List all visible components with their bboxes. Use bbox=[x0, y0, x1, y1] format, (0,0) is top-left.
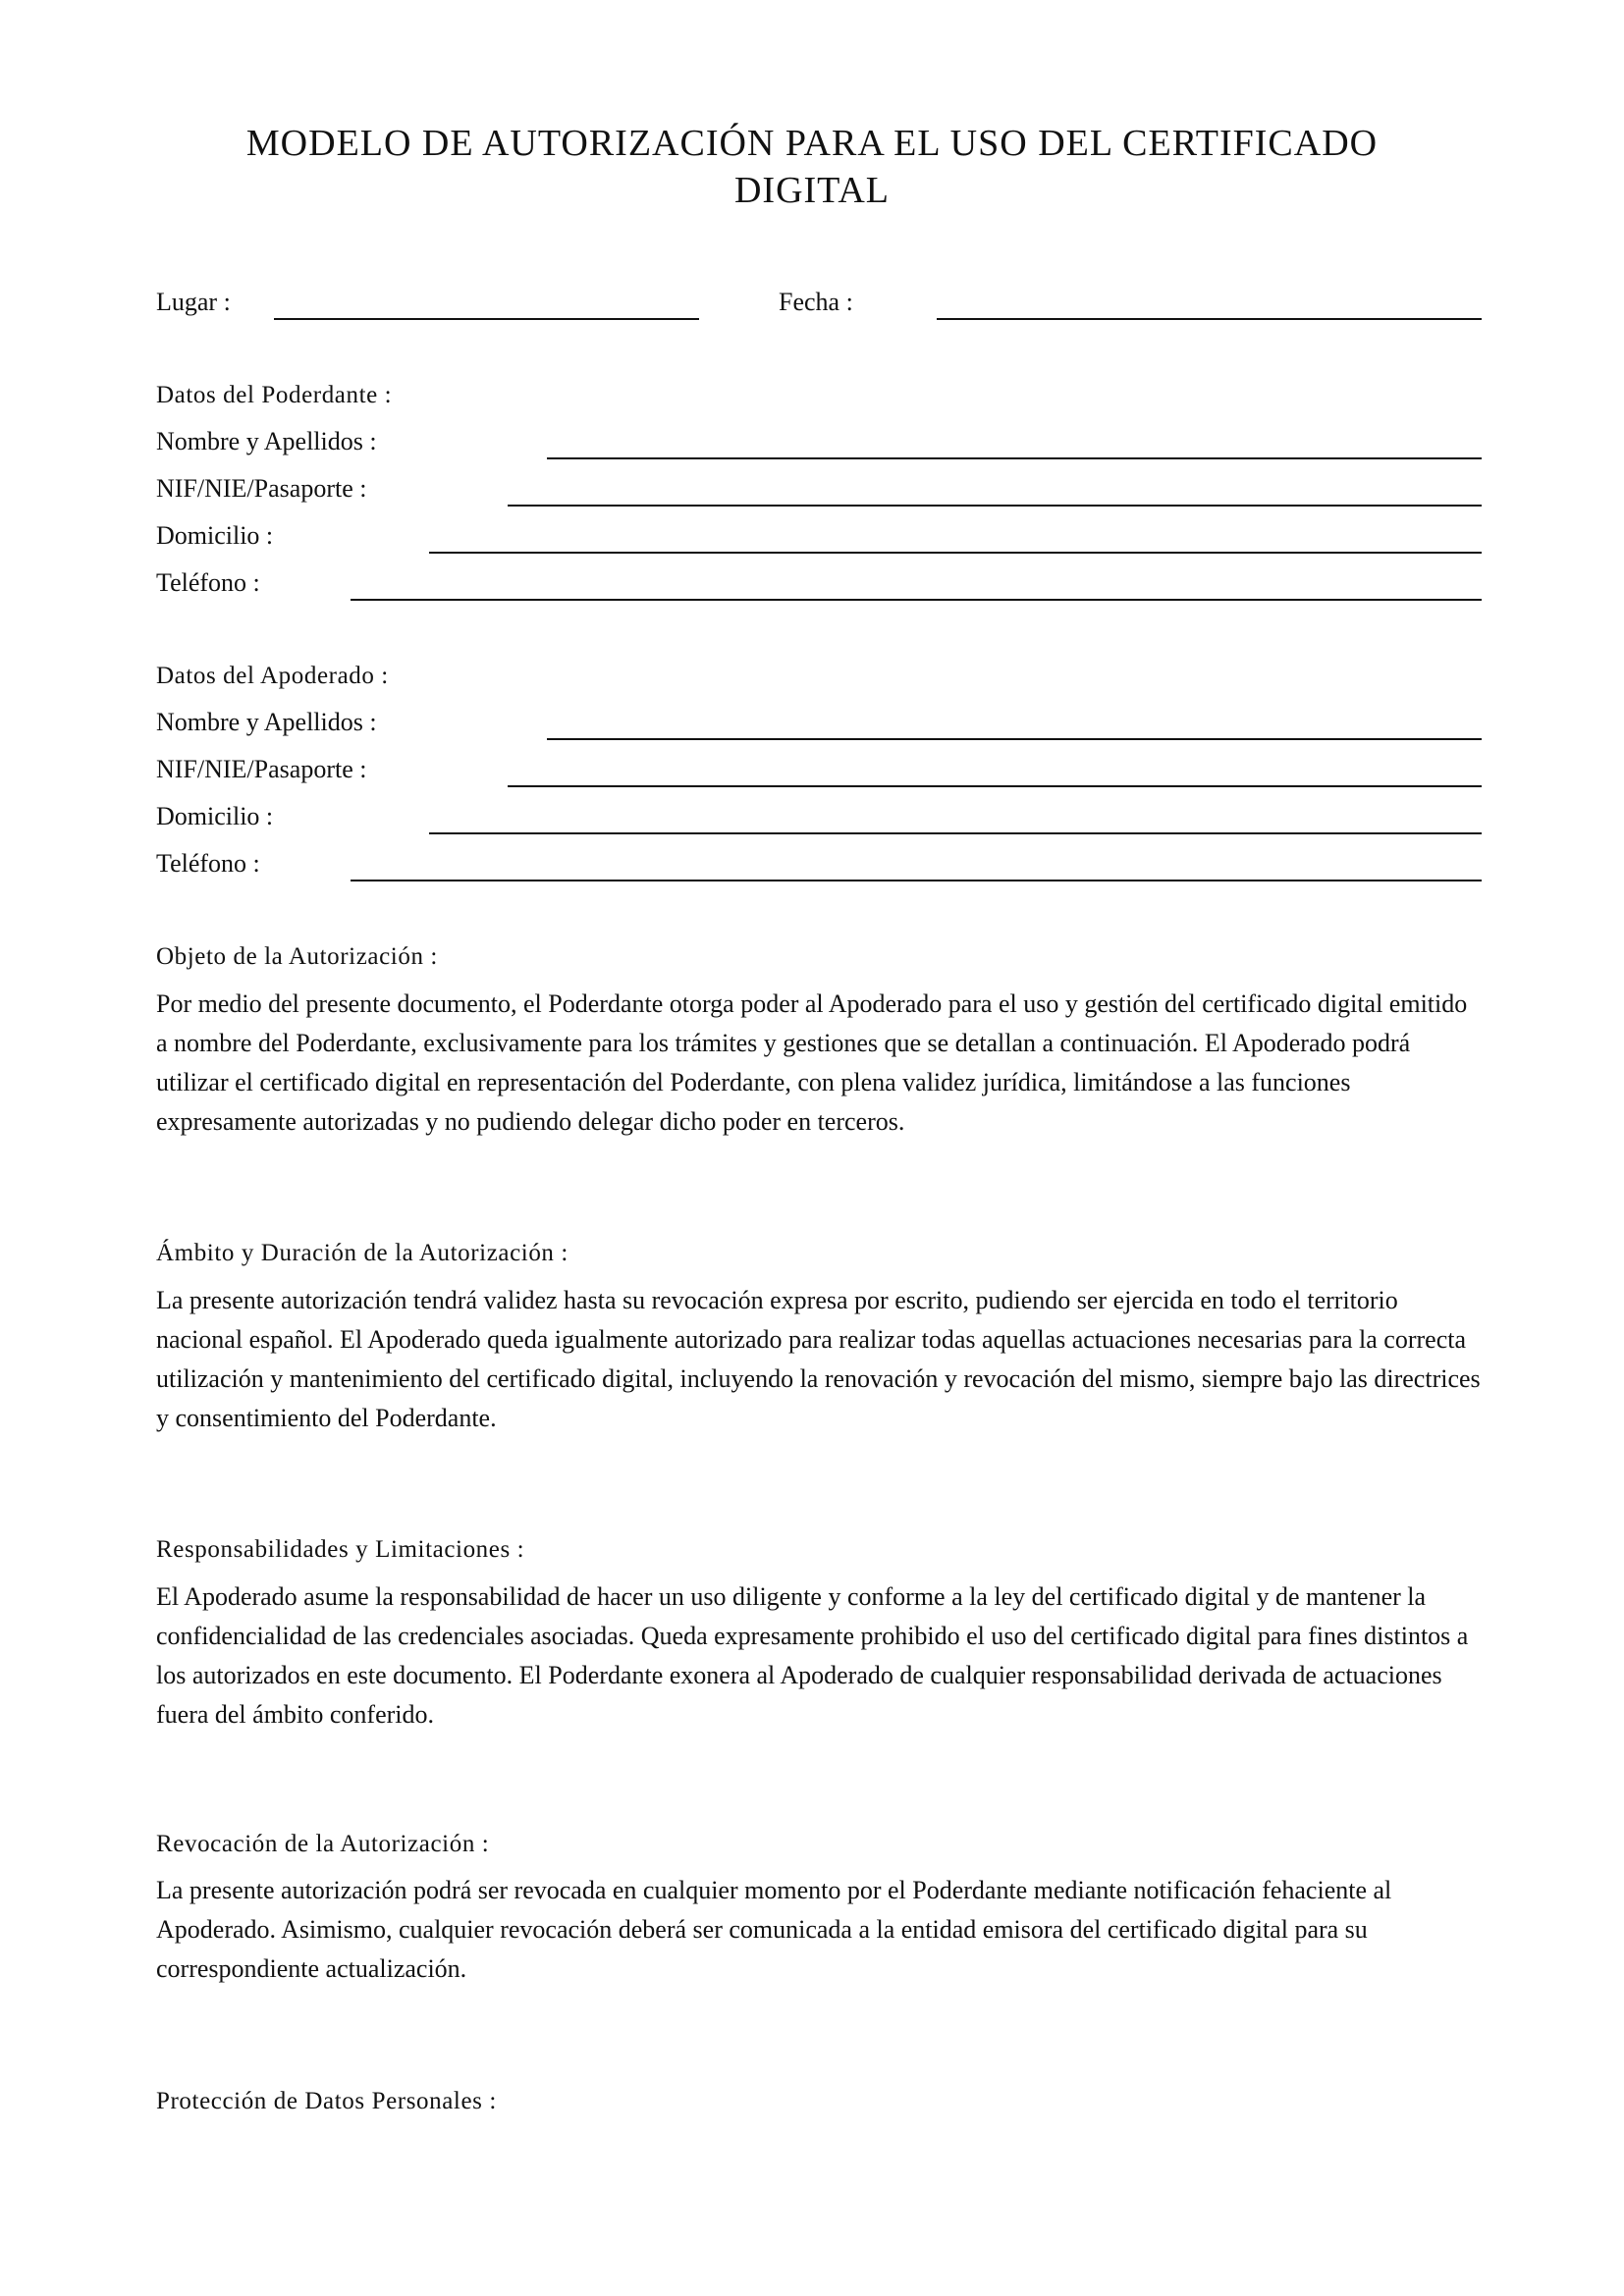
responsabilidades-paragraph: El Apoderado asume la responsabilidad de hacer un uso diligente y conforme a la ley del certificado digital y de mantener la confidencialidad de las credenciales asociadas. Queda expresamente prohibido el uso del certificado digital para fines distintos a los autorizados en este documento. El Poderdante exonera al Apoderado de cualquier responsabilidad derivada de actuaciones fuera del ámbito conferido. bbox=[156, 1582, 1469, 1729]
apoderado-id-label: NIF/NIE/Pasaporte : bbox=[156, 755, 367, 783]
responsabilidades-heading: Responsabilidades y Limitaciones : bbox=[156, 1536, 525, 1563]
apoderado-name-blank-line[interactable] bbox=[547, 738, 1482, 740]
apoderado-heading: Datos del Apoderado : bbox=[156, 663, 389, 689]
apoderado-id-blank-line[interactable] bbox=[508, 785, 1482, 787]
apoderado-phone-row bbox=[156, 846, 1482, 885]
poderdante-id-label: NIF/NIE/Pasaporte : bbox=[156, 474, 367, 503]
poderdante-name-row bbox=[156, 424, 1482, 463]
document-title bbox=[0, 120, 1624, 214]
place-blank-line[interactable] bbox=[274, 318, 699, 320]
document-title-line-2: DIGITAL bbox=[733, 170, 891, 211]
poderdante-name-blank-line[interactable] bbox=[547, 457, 1482, 459]
poderdante-address-row bbox=[156, 518, 1482, 558]
poderdante-phone-blank-line[interactable] bbox=[351, 599, 1482, 601]
apoderado-phone-blank-line[interactable] bbox=[351, 880, 1482, 881]
poderdante-phone-row bbox=[156, 565, 1482, 605]
apoderado-address-row bbox=[156, 799, 1482, 838]
date-blank-line[interactable] bbox=[937, 318, 1482, 320]
place-label: Lugar : bbox=[156, 288, 231, 316]
ambito-paragraph: La presente autorización tendrá validez hasta su revocación expresa por escrito, pudiendo ser ejercida en todo el territorio nacional español. El Apoderado queda igualmente autorizado para realizar todas aquellas actuaciones necesarias para la correcta utilización y mantenimiento del certificado digital, incluyendo la renovación y revocación del mismo, siempre bajo las directrices y consentimiento del Poderdante. bbox=[156, 1286, 1481, 1432]
poderdante-address-blank-line[interactable] bbox=[429, 552, 1482, 554]
poderdante-phone-label: Teléfono : bbox=[156, 568, 260, 597]
ambito-heading: Ámbito y Duración de la Autorización : bbox=[156, 1240, 568, 1266]
place-date-row bbox=[156, 285, 1482, 324]
document-title-line-1: MODELO DE AUTORIZACIÓN PARA EL USO DEL CERTIFICADO bbox=[245, 123, 1379, 164]
poderdante-address-label: Domicilio : bbox=[156, 521, 274, 550]
apoderado-phone-label: Teléfono : bbox=[156, 849, 260, 878]
objeto-paragraph: Por medio del presente documento, el Poderdante otorga poder al Apoderado para el uso y gestión del certificado digital emitido a nombre del Poderdante, exclusivamente para los trámites y gestiones que se detallan a continuación. El Apoderado podrá utilizar el certificado digital en representación del Poderdante, con plena validez jurídica, limitándose a las funciones expresamente autorizadas y no pudiendo delegar dicho poder en terceros. bbox=[156, 989, 1468, 1136]
revocacion-paragraph: La presente autorización podrá ser revocada en cualquier momento por el Poderdante mediante notificación fehaciente al Apoderado. Asimismo, cualquier revocación deberá ser comunicada a la entidad emisora del certificado digital para su correspondiente actualización. bbox=[156, 1876, 1392, 1983]
revocacion-heading: Revocación de la Autorización : bbox=[156, 1831, 490, 1857]
apoderado-address-label: Domicilio : bbox=[156, 802, 274, 830]
poderdante-name-label: Nombre y Apellidos : bbox=[156, 427, 377, 455]
apoderado-id-row bbox=[156, 752, 1482, 791]
poderdante-heading: Datos del Poderdante : bbox=[156, 382, 393, 408]
date-label: Fecha : bbox=[779, 288, 853, 316]
proteccion-heading: Protección de Datos Personales : bbox=[156, 2088, 497, 2114]
apoderado-name-row bbox=[156, 705, 1482, 744]
poderdante-id-blank-line[interactable] bbox=[508, 505, 1482, 507]
objeto-heading: Objeto de la Autorización : bbox=[156, 943, 438, 970]
apoderado-address-blank-line[interactable] bbox=[429, 832, 1482, 834]
poderdante-id-row bbox=[156, 471, 1482, 510]
apoderado-name-label: Nombre y Apellidos : bbox=[156, 708, 377, 736]
